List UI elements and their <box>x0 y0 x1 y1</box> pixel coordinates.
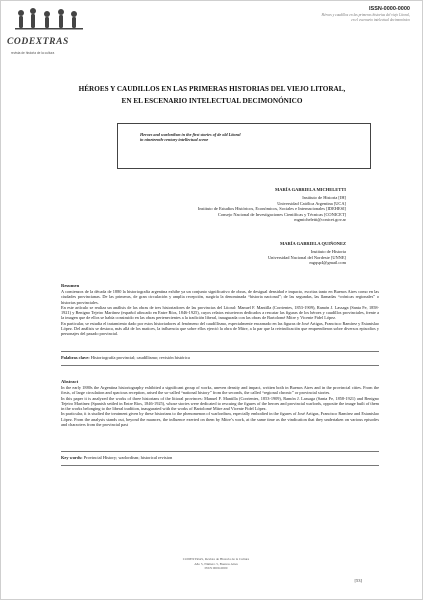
divider <box>61 465 379 466</box>
resumen-paragraph: En este artículo se realiza un análisis de las obras de tres historiadores de las provincias del Litoral: Manuel F. Mantilla (Corrientes, 1853-1909), Ramón J. Lassaga (Santa Fe, 1858-1921) y Benigno Tejeiro Martínez (español afincado en Entre Ríos, 1846-1925), cuyos relatos estuvieron dedicados a rescatar las figuras de los héroes y caudillos provinciales, frente a la imagen que de ellos se había construido en las obras pertenecientes a la tradición liberal, inaugurada con las obras de Bartolomé Mitre y Vicente Fidel López. <box>61 304 379 321</box>
affiliation-line: Instituto de Historia [IH] <box>302 195 346 200</box>
page-header <box>1 1 422 71</box>
affiliation-line: Universidad Católica Argentina [UCA] <box>277 200 346 206</box>
resumen-heading: Resumen <box>61 283 80 288</box>
english-title-box <box>117 123 371 169</box>
author-email: mgqsp4@gmail.com <box>309 260 346 266</box>
key-words-text: Provincial History; warlordism; historical revision <box>83 455 173 460</box>
author-name: MARÍA GABRIELA QUIÑONEZ <box>279 241 346 246</box>
journal-logo <box>7 5 91 55</box>
logo-subtitle: revista de historia de la cultura <box>11 51 55 55</box>
page-number: [53] <box>354 578 362 583</box>
affiliation-line: Instituto de Estudios Históricos, Económicos, Sociales e Internacionales [IDEHESI] <box>197 206 346 212</box>
key-words <box>61 455 379 461</box>
footer-line: Año 5, Número 5, Buenos Aires <box>194 561 238 566</box>
abstract-section <box>61 379 379 427</box>
author-block-1 <box>86 187 346 223</box>
english-title-line: Heroes and warlordism in the first stories of de old Litoral <box>140 132 241 137</box>
page-footer <box>131 557 301 571</box>
article-title-line: HÉROES Y CAUDILLOS EN LAS PRIMERAS HISTORIAS DEL VIEJO LITORAL, <box>78 85 346 93</box>
author-email: mgmicheletti@conicet.gov.ar <box>294 217 346 223</box>
footer-line: CODEXTRAS, Revista de Historia de la Cultura <box>182 557 250 561</box>
article-title-line: EN EL ESCENARIO INTELECTUAL DECIMONÓNICO <box>121 97 303 105</box>
running-head-line: Héroes y caudillos en las primeras historias del viejo Litoral, <box>321 13 410 17</box>
issn-label: ISSN-0000-0000 <box>369 6 410 12</box>
divider <box>61 451 379 452</box>
english-title <box>140 132 360 143</box>
running-head <box>240 13 410 23</box>
palabras-clave-text: Historiografía provincial; caudillismo; revisión histórica <box>90 355 190 360</box>
divider <box>61 351 379 352</box>
key-words-label: Key words: <box>61 455 83 460</box>
abstract-paragraph: In particular, it is studied the treatment given by these historians to the phenomenon of warlordism, especially embodied in the figures of José Artigas, Francisco Ramírez and Estanislao López. From the analysis stands out, beyond the nuances, the influence exerted on them by Mitre’s work, at the same time as the vindication that they undertaken on various episodes and characters from the provincial past <box>61 411 379 428</box>
resumen-section <box>61 283 379 337</box>
affiliation-line: Instituto de Historia <box>310 249 346 254</box>
affiliation-line: Consejo Nacional de Investigaciones Científicas y Técnicas [CONICET] <box>217 211 346 217</box>
palabras-clave-label: Palabras clave: <box>61 355 90 360</box>
footer-line: ISSN 0000-0000 <box>204 566 228 571</box>
logo-wordmark: CODEXTRAS <box>7 37 69 47</box>
english-title-line: in nineteenth-century intellectual scene <box>140 137 209 143</box>
palabras-clave <box>61 355 379 361</box>
abstract-paragraph: In the early 1880s the Argentina historiography exhibited a significant group of works, uneven density and impact, written both in Buenos Aires and in the provincial cities. From the firsts, of large circulation and spacious reception, arised the so-called “national history” from the seconds, the called “regional chronic” or provincial stories. <box>61 385 379 396</box>
running-head-line: en el escenario intelectual decimonónico <box>351 18 410 22</box>
author-name: MARÍA GABRIELA MICHELETTI <box>274 187 346 192</box>
article-title <box>41 83 383 107</box>
logo-figures-icon <box>7 5 91 39</box>
author-block-2 <box>86 241 346 266</box>
abstract-heading: Abstract <box>61 379 79 384</box>
abstract-paragraph: In this paper it is analyzed the works of three historians of the littoral provinces: Manuel F. Mantilla (Corrientes, 1853-1909), Ramón J. Lassaga (Santa Fe, 1858-1921) and Benigno Tejeiro Martínez (Spanish settled in Entre Ríos, 1846-1925), whose stories were dedicated to rescuing the figures of the heroes and provincial warlords, opposite the image built of them in the works belonging to the liberal tradition, inaugurated with the works of Bartolomé Mitre and Vicente Fidel López. <box>61 395 379 412</box>
resumen-paragraph: A comienzos de la década de 1880 la historiografía argentina exhibe ya un conjunto significativo de obras, de desigual densidad e impacto, escritas tanto en Buenos Aires como en las ciudades provincianas. De las primeras, de gran circulación y amplia recepción, surgiría la denominada “historia nacional”; de las segundas, las llamadas “crónicas regionales” o historias provinciales. <box>61 289 379 305</box>
affiliation-line: Universidad Nacional del Nordeste [UNNE] <box>267 254 346 260</box>
resumen-paragraph: En particular, se estudia el tratamiento dado por estos historiadores al fenómeno del caudillismo, especialmente encarnado en las figuras de José Artigas, Francisco Ramírez y Estanislao López. Del análisis se destaca, más allá de los matices, la influencia que sobre ellos ejerció la obra de Mitre, a la par que la reivindicación que emprendieron sobre diversos episodios y personajes del pasado provincial. <box>61 320 379 337</box>
divider <box>61 365 379 366</box>
